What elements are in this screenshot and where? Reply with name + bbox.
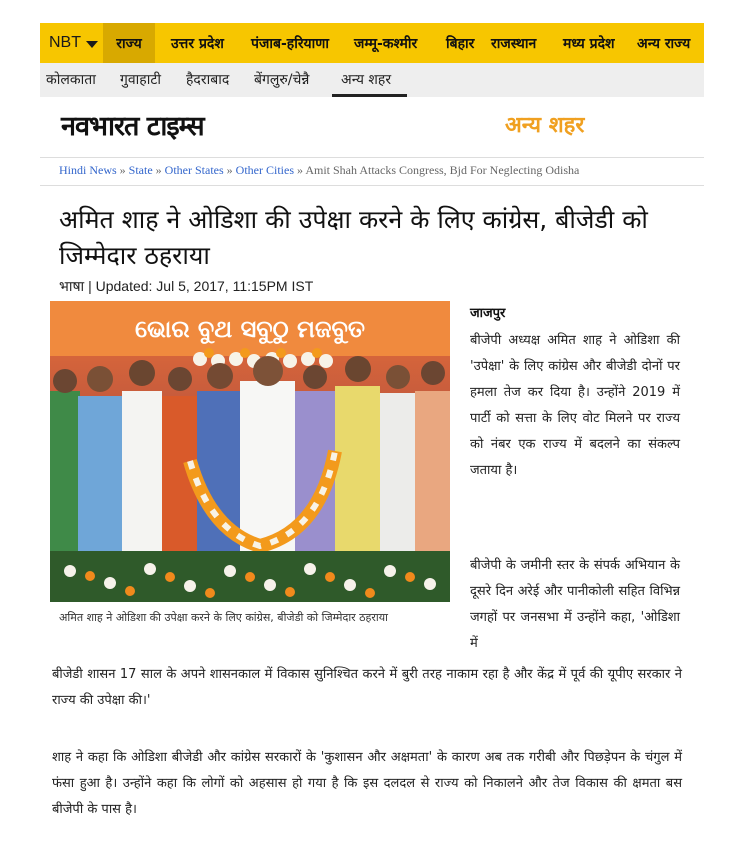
state-navigation-bar (40, 23, 704, 63)
breadcrumb-link-hindi-news[interactable]: Hindi News (59, 163, 117, 177)
nav-tab-jammu-kashmir[interactable]: जम्मू-कश्मीर (354, 35, 418, 52)
divider (40, 185, 704, 186)
section-title[interactable]: अन्य शहर (505, 113, 585, 138)
subnav-guwahati[interactable]: गुवाहाटी (120, 71, 162, 88)
breadcrumb-separator: » (297, 163, 303, 177)
article-dateline: जाजपुर (470, 306, 506, 321)
breadcrumb-link-state[interactable]: State (128, 163, 153, 177)
breadcrumb-separator: » (155, 163, 162, 177)
active-tab-indicator (332, 94, 407, 97)
article-paragraph-1: बीजेपी अध्यक्ष अमित शाह ने ओडिशा की 'उपेक्षा' के लिए कांग्रेस और बीजेडी दोनों पर हमला तेज कर दिया है। उन्होंने 2019 में पार्टी को सत्ता के लिए वोट मिलने पर राज्य को नंबर एक राज्य में बदलने का संकल्प जताया है। (470, 333, 680, 478)
nav-tab-uttar-pradesh[interactable]: उत्तर प्रदेश (171, 35, 224, 52)
breadcrumb-link-other-cities[interactable]: Other Cities (235, 163, 294, 177)
nbt-label: NBT (49, 34, 81, 51)
nav-tab-rajasthan[interactable]: राजस्थान (491, 35, 537, 52)
divider (40, 157, 704, 158)
breadcrumb-current: Amit Shah Attacks Congress, Bjd For Neglecting Odisha (305, 163, 580, 177)
site-logo[interactable]: नवभारत टाइम्स (61, 111, 204, 142)
subnav-other-cities[interactable]: अन्य शहर (341, 71, 392, 88)
article-paragraph-3: शाह ने कहा कि ओडिशा बीजेडी और कांग्रेस सरकारों के 'कुशासन और अक्षमता' के कारण अब तक गरीबी और पिछड़ेपन के चंगुल में फंसा हुआ है। उन्होंने कहा कि लोगों को अहसास हो गया है कि इस दलदल से राज्य को निकालने और तेज विकास की क्षमता बस बीजेपी के पास है। (52, 750, 682, 817)
nav-tab-bihar[interactable]: बिहार (446, 35, 475, 52)
article-headline: अमित शाह ने ओडिशा की उपेक्षा करने के लिए कांग्रेस, बीजेडी को जिम्मेदार ठहराया (59, 205, 648, 270)
nav-tab-punjab-haryana[interactable]: पंजाब-हरियाणा (251, 35, 330, 52)
photo-caption: अमित शाह ने ओडिशा की उपेक्षा करने के लिए कांग्रेस, बीजेडी को जिम्मेदार ठहराया (59, 611, 388, 624)
breadcrumb-separator: » (226, 163, 233, 177)
photo-banner-text: ଭୋର ବୁଥ ସବୁଠୁ ମଜବୁତ (134, 315, 366, 343)
subnav-bengaluru-chennai[interactable]: बेंगलुरु/चेन्नै (254, 71, 310, 88)
breadcrumb-link-other-states[interactable]: Other States (164, 163, 224, 177)
breadcrumb-separator: » (119, 163, 126, 177)
article-paragraph-2-start: बीजेपी के जमीनी स्तर के संपर्क अभियान के दूसरे दिन अरेई और पानीकोली सहित विभिन्न जगहों पर जनसभा में उन्होंने कहा, 'ओडिशा में (470, 558, 680, 651)
article-paragraph-2-end: बीजेडी शासन 17 साल के अपने शासनकाल में विकास सुनिश्चित करने में बुरी तरह नाकाम रहा है और केंद्र में पूर्व की यूपीए सरकार ने राज्य की उपेक्षा की।' (52, 667, 682, 708)
nav-tab-other-states[interactable]: अन्य राज्य (637, 35, 691, 52)
subnav-hyderabad[interactable]: हैदराबाद (186, 71, 230, 88)
nav-tab-rajya[interactable]: राज्य (103, 23, 155, 63)
subnav-kolkata[interactable]: कोलकाता (46, 71, 96, 88)
city-navigation-bar (40, 63, 704, 97)
breadcrumb (59, 163, 579, 178)
article-photo[interactable] (50, 301, 450, 602)
caret-down-icon (86, 41, 98, 48)
nav-tab-madhya-pradesh[interactable]: मध्य प्रदेश (563, 35, 615, 52)
article-byline: भाषा | Updated: Jul 5, 2017, 11:15PM IST (59, 278, 314, 294)
nbt-menu-button[interactable] (40, 23, 103, 63)
